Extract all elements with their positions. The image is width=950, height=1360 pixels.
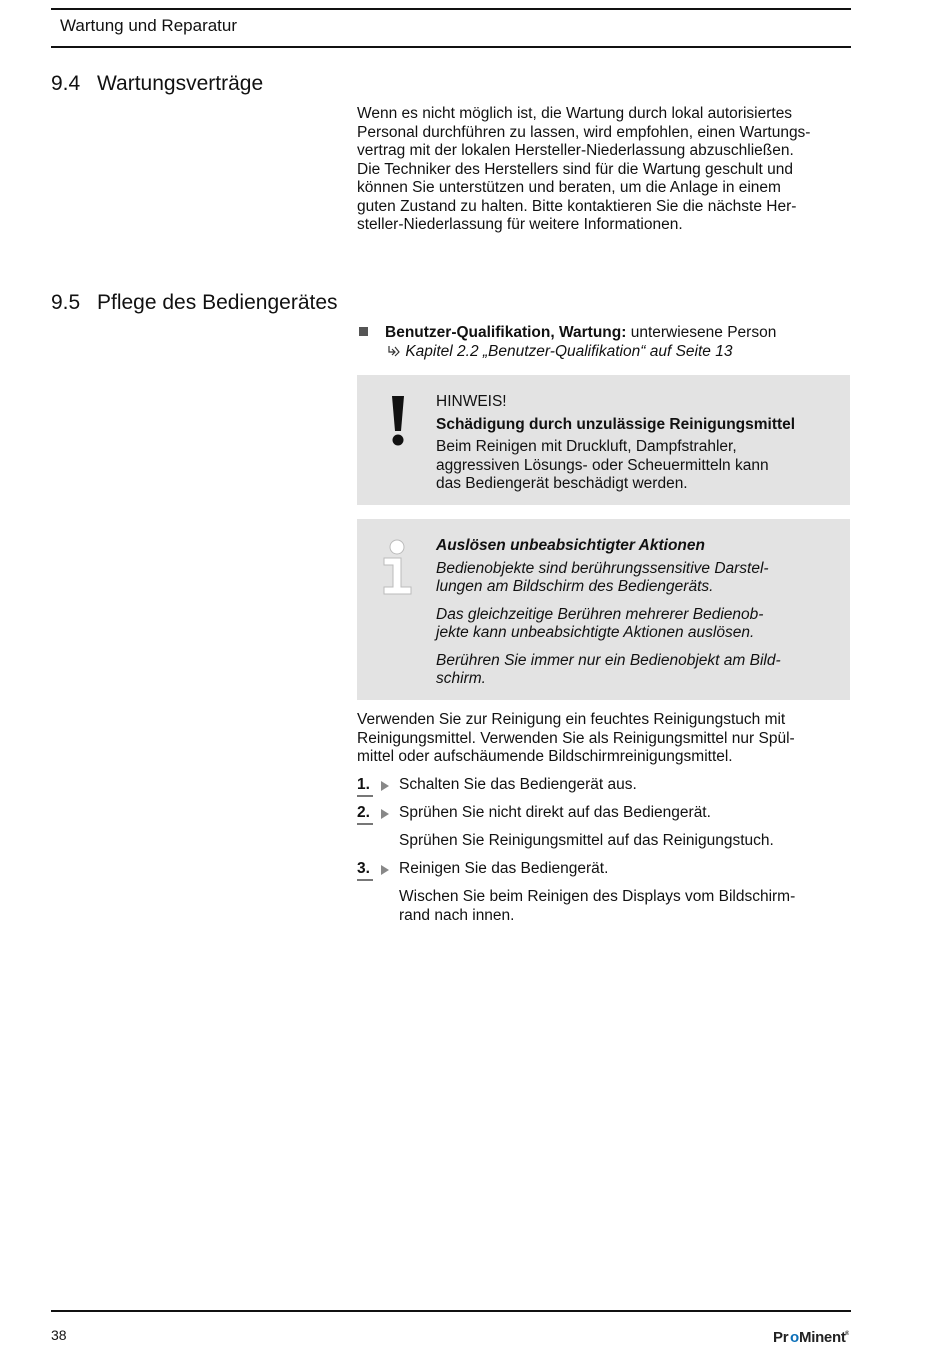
qualification-item	[359, 324, 852, 361]
text-line: Wischen Sie beim Reinigen des Displays vom Bildschirm-	[399, 888, 796, 905]
text-line: das Bediengerät beschädigt werden.	[436, 475, 688, 492]
page-number: 38	[51, 1327, 67, 1343]
cross-reference-arrow-icon	[387, 343, 405, 360]
step-text: Schalten Sie das Bediengerät aus.	[399, 776, 637, 793]
svg-text:o: o	[790, 1329, 799, 1346]
info-box	[357, 519, 850, 700]
step-text: Sprühen Sie nicht direkt auf das Bediengerät.	[399, 804, 711, 821]
section-number: 9.4	[51, 72, 81, 95]
maintenance-contract-text	[357, 105, 850, 235]
info-icon	[381, 539, 415, 600]
step-text: Reinigen Sie das Bediengerät.	[399, 860, 609, 877]
cross-reference-link[interactable]: Kapitel 2.2 „Benutzer-Qualifikation“ auf Seite 13	[405, 342, 733, 360]
text-line: Personal durchführen zu lassen, wird empfohlen, einen Wartungs-	[357, 123, 811, 141]
notice-content	[436, 393, 836, 494]
text-line: schirm.	[436, 670, 486, 687]
exclamation-icon	[391, 395, 405, 452]
header-title: Wartung und Reparatur	[60, 16, 238, 35]
cleaning-text	[357, 711, 850, 767]
step-arrow-icon	[381, 809, 389, 819]
text-line: Bedienobjekte sind berührungssensitive Darstel-	[436, 559, 769, 577]
qualification-value: unterwiesene Person	[626, 324, 777, 341]
info-heading: Auslösen unbeabsichtigter Aktionen	[436, 537, 705, 554]
qualification-label: Benutzer-Qualifikation, Wartung:	[385, 324, 627, 341]
step-number: 3.	[357, 860, 373, 881]
svg-text:®: ®	[845, 1331, 849, 1337]
text-line: aggressiven Lösungs- oder Scheuermitteln kann	[436, 456, 769, 474]
header-bottom-rule	[51, 46, 851, 48]
text-line: Beim Reinigen mit Druckluft, Dampfstrahler,	[436, 438, 737, 455]
section-heading-9-4	[51, 72, 263, 96]
section-heading-9-5	[51, 291, 338, 315]
svg-text:Pr: Pr	[773, 1329, 789, 1346]
header-top-rule	[51, 8, 851, 10]
brand-logo	[773, 1328, 849, 1347]
text-line: jekte kann unbeabsichtigte Aktionen auslösen.	[436, 624, 755, 641]
step-arrow-icon	[381, 781, 389, 791]
footer-rule	[51, 1310, 851, 1312]
text-line: Verwenden Sie zur Reinigung ein feuchtes Reinigungstuch mit	[357, 711, 786, 728]
text-line: steller-Niederlassung für weitere Informationen.	[357, 216, 683, 233]
notice-subheading: Schädigung durch unzulässige Reinigungsmittel	[436, 415, 796, 433]
notice-box	[357, 375, 850, 505]
info-content	[436, 537, 836, 689]
notice-heading: HINWEIS!	[436, 393, 507, 410]
text-line: Das gleichzeitige Berühren mehrerer Bedienob-	[436, 605, 764, 623]
section-number: 9.5	[51, 291, 81, 314]
text-line: Reinigungsmittel. Verwenden Sie als Reinigungsmittel nur Spül-	[357, 729, 795, 747]
text-line: Berühren Sie immer nur ein Bedienobjekt am Bild-	[436, 651, 781, 669]
step-arrow-icon	[381, 865, 389, 875]
step-result-text: Sprühen Sie Reinigungsmittel auf das Reinigungstuch.	[399, 832, 774, 849]
step-number: 1.	[357, 776, 373, 797]
step-number: 2.	[357, 804, 373, 825]
section-title: Pflege des Bediengerätes	[97, 291, 338, 314]
text-line: Die Techniker des Herstellers sind für die Wartung geschult und	[357, 160, 793, 178]
text-line: rand nach innen.	[399, 906, 515, 924]
text-line: vertrag mit der lokalen Hersteller-Niederlassung abzuschließen.	[357, 142, 794, 159]
text-line: können Sie unterstützen und beraten, um die Anlage in einem	[357, 179, 781, 196]
step-result-text	[399, 888, 795, 925]
text-line: mittel oder aufschäumende Bildschirmreinigungsmittel.	[357, 748, 733, 765]
square-bullet-icon	[359, 327, 368, 336]
section-title: Wartungsverträge	[97, 72, 264, 95]
svg-text:Minent: Minent	[799, 1329, 846, 1346]
text-line: lungen am Bildschirm des Bediengeräts.	[436, 578, 714, 595]
text-line: Wenn es nicht möglich ist, die Wartung durch lokal autorisiertes	[357, 105, 793, 122]
text-line: guten Zustand zu halten. Bitte kontaktieren Sie die nächste Her-	[357, 197, 797, 215]
